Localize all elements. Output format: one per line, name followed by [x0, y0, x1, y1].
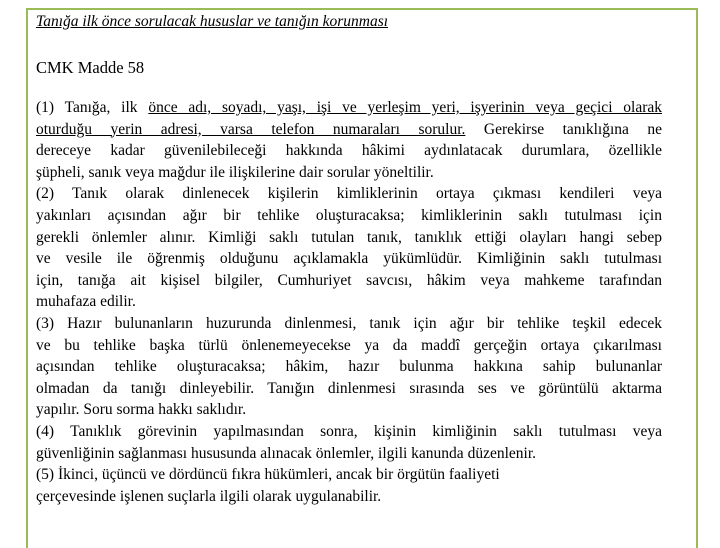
- paragraph-2: [36, 183, 662, 313]
- text-segment: gerekli önlemler alınır. Kimliği saklı tutulan tanık, tanıklık ettiği olayları hangi sebep: [36, 228, 662, 246]
- text-line: [36, 486, 662, 508]
- text-segment: olmadan da tanığı dinleyebilir. Tanığın dinlenmesi sırasında ses ve görüntülü aktarma: [36, 379, 662, 397]
- paragraph-4: [36, 421, 662, 464]
- text-line: [36, 421, 662, 443]
- text-line: [36, 140, 662, 162]
- text-line: [36, 291, 662, 313]
- document-heading: Tanığa ilk önce sorulacak hususlar ve tanığın korunması: [36, 13, 389, 30]
- text-line: [36, 270, 662, 292]
- text-segment: yakınları açısından ağır bir tehlike oluşturacaksa; kimliklerinin saklı tutulması için: [36, 206, 662, 224]
- text-segment: (3) Hazır bulunanların huzurunda dinlenmesi, tanık için ağır bir tehlike teşkil edecek: [36, 314, 662, 332]
- text-line: [36, 162, 662, 184]
- text-line: [36, 119, 662, 141]
- text-segment: (4) Tanıklık görevinin yapılmasından sonra, kişinin kimliğinin saklı tutulması veya: [36, 422, 662, 440]
- text-segment: dereceye kadar güvenilebileceği hakkında hâkimi aydınlatacak durumlara, özellikle: [36, 142, 662, 160]
- underlined-text: önce adı, soyadı, yaşı, işi ve yerleşim yeri, işyerinin veya geçici olarak: [148, 99, 663, 116]
- text-segment: muhafaza edilir.: [36, 293, 136, 311]
- text-line: [36, 443, 662, 465]
- text-segment: güvenliğinin sağlanması hususunda alınacak önlemler, ilgili kanunda düzenlenir.: [36, 444, 536, 462]
- paragraph-1: [36, 97, 662, 183]
- text-line: [36, 313, 662, 335]
- text-line: [36, 464, 662, 486]
- text-segment: (1) Tanığa, ilk: [36, 99, 149, 116]
- text-segment: (2) Tanık olarak dinlenecek kişilerin kimliklerinin ortaya çıkması kendileri veya: [36, 185, 662, 203]
- paragraph-3: [36, 313, 662, 421]
- text-line: [36, 248, 662, 270]
- text-line: [36, 205, 662, 227]
- text-segment: (5) İkinci, üçüncü ve dördüncü fıkra hükümleri, ancak bir örgütün faaliyeti: [36, 466, 500, 484]
- text-line: [36, 227, 662, 249]
- text-segment: şüpheli, sanık veya mağdur ile ilişkilerine dair sorular yöneltilir.: [36, 163, 434, 181]
- paragraph-5: [36, 464, 662, 507]
- text-line: [36, 97, 662, 119]
- text-segment: yapılır. Soru sorma hakkı saklıdır.: [36, 401, 247, 419]
- underlined-text: oturduğu yerin adresi, varsa telefon numaraları sorulur.: [36, 120, 466, 138]
- text-segment: çerçevesinde işlenen suçlarla ilgili olarak uygulanabilir.: [36, 487, 382, 505]
- text-line: [36, 183, 662, 205]
- text-segment: ve bu tehlike başka türlü önlenemeyecekse ya da maddî gerçeğin ortaya çıkarılması: [36, 336, 662, 354]
- text-segment: için, tanığa ait kişisel bilgiler, Cumhuriyet savcısı, hâkim veya mahkeme tarafından: [36, 271, 662, 289]
- text-segment: ve vesile ile öğrenmiş olduğunu açıklamakla yükümlüdür. Kimliğinin saklı tutulması: [36, 250, 662, 268]
- text-line: [36, 356, 662, 378]
- article-title: CMK Madde 58: [36, 58, 145, 77]
- text-segment: açısından tehlike oluşturacaksa; hâkim, hazır bulunma hakkına sahip bulunanlar: [36, 358, 662, 376]
- text-line: [36, 399, 662, 421]
- article-body: [36, 97, 662, 507]
- text-line: [36, 335, 662, 357]
- text-segment: Gerekirse tanıklığına ne: [465, 120, 662, 138]
- text-line: [36, 378, 662, 400]
